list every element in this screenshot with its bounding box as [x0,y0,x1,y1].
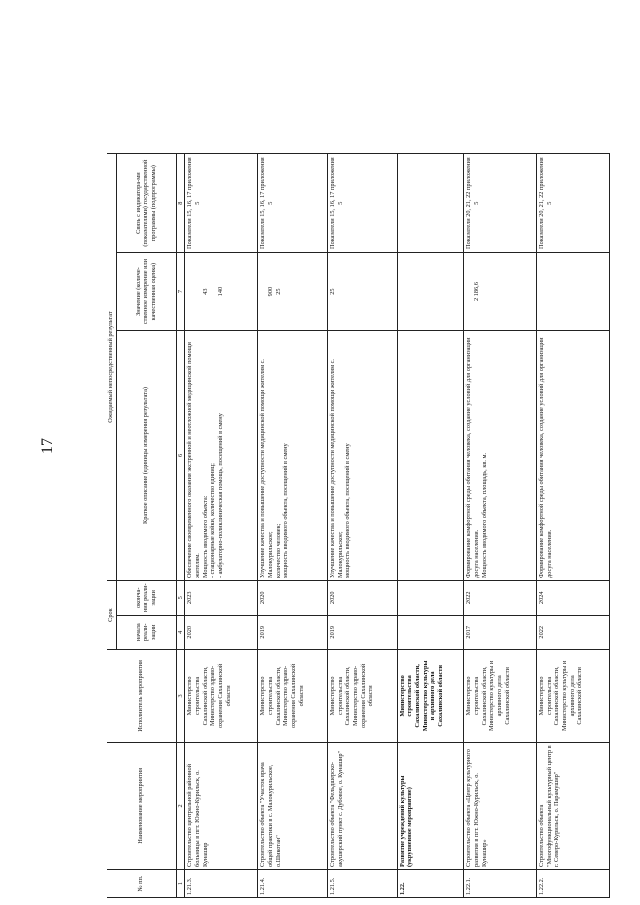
executor-line: строительства [472,676,480,715]
row-number: 1.22.2. [537,869,610,897]
measure-name: Строительство центральной районной больницы в пгт. Южно-Курильск, о. Кунашир [185,742,258,869]
executor-line: Министерство культуры и [561,660,569,731]
executor [464,650,537,743]
indicator-link: Показатели 20, 21, 22 приложения 5 [537,154,610,253]
indicator-link: Показатели 15, 16, 17 приложения 5 [185,154,258,253]
executor-line: Министерство [186,676,194,716]
measure-name: Строительство объекта "Многофункциональный культурный центр в г. Северо-Курильск, о. Парамушир" [537,742,610,869]
table-viewport [107,0,637,905]
description-line: Формирование комфортной среды обитания человека, создание условий для организации досуга населения. [538,337,553,579]
executor-line: Сахалинской области [437,665,445,727]
rotated-table-container [107,153,610,898]
result-description [397,330,464,580]
value-line [194,255,202,328]
header-value: Значение (количе-ственное измерение или качественная оценка) [116,253,176,331]
measure-name: Строительство объекта "Фельдшерско-акушерский пункт с. Дубовое, о. Кунашир" [327,742,397,869]
measures-table [107,153,610,898]
result-description [258,330,328,580]
value-line [465,255,473,328]
value-line [186,255,194,328]
executor-line: Сахалинской области, [480,666,488,726]
executor-line: области [367,685,375,707]
result-value [397,253,464,331]
value-line: 140 [217,286,225,297]
value-line: 25 [274,288,282,295]
executor-line: Министерство [538,676,546,716]
executor-line: охранения Сахалинской [217,663,225,729]
result-description [464,330,537,580]
executor-line: строительства [266,676,274,715]
start-year [397,615,464,650]
executor-line: Сахалинской области, [201,666,209,726]
measure-name: Строительство объекта "Участок врача общей практики в с. Малокурильское, о.Шикотан" [258,742,328,869]
end-year: 2020 [327,581,397,616]
value-line [209,255,217,328]
executor-line: строительства [336,676,344,715]
end-year: 2024 [537,581,610,616]
end-year [397,581,464,616]
table-row [327,154,397,898]
row-number: 1.22.1. [464,869,537,897]
result-value [258,253,328,331]
header-num: № пп. [107,869,176,897]
result-description [327,330,397,580]
executor-line: и архивного дела [429,671,437,721]
page-number: 17 [39,438,56,454]
col-number: 4 [176,615,185,650]
description-line: Обеспечение своевременного оказания экстренной и неотложной медицинской помощи жителям. [186,342,202,579]
executor-line: охранения Сахалинской [289,663,297,729]
executor [258,650,328,743]
end-year: 2022 [464,581,537,616]
start-year: 2017 [464,615,537,650]
executor-line: строительства [406,675,414,717]
executor-line: Сахалинской области, [274,666,282,726]
value-line: 25 [328,288,336,295]
description-line: Мощность вводимого объекта: [201,495,209,579]
col-number: 7 [176,253,185,331]
header-link: Связь с индикатора-ми (показателями) государственной программы (подпрограммы) [116,154,176,253]
executor-line: Министерство [465,676,473,716]
executor-line: Министерство здраво- [282,665,290,726]
executor-line: Сахалинской области [576,667,584,725]
executor [185,650,258,743]
executor-line: Министерство культуры и [488,660,496,731]
table-header [107,154,185,898]
executor-line: Сахалинской области [503,667,511,725]
row-number: 1.21.4. [258,869,328,897]
description-line: мощность вводимого объекта, посещений в смену [282,443,290,579]
executor-line: Министерство здраво- [351,665,359,726]
executor [327,650,397,743]
header-result: Ожидаемый непосредственный результат [107,154,116,581]
description-line: Улучшение качества и повышение доступности медицинской помощи жителям с. Малокурильское; [328,359,344,579]
table-row [537,154,610,898]
executor-line: строительства [194,676,202,715]
executor-line: архивного дела [495,675,503,717]
end-year: 2020 [258,581,328,616]
col-number: 6 [176,330,185,580]
description-line: Улучшение качества и повышение доступности медицинской помощи жителям с. Малокурильское; [259,359,274,579]
indicator-link [397,154,464,253]
result-value [185,253,258,331]
executor-line: Министерство культуры [421,660,429,732]
description-line: Формирование комфортной среды обитания человека, создание условий для организации досуга населения. [465,337,480,579]
col-number: 2 [176,742,185,869]
row-number: 1.21.3. [185,869,258,897]
measure-name: Строительство объекта «Центр культурного развития в пгт. Южно-Курильск, о. Кунашир» [464,742,537,869]
header-end: оконча-ния реали-зации [116,581,176,616]
end-year: 2023 [185,581,258,616]
start-year: 2020 [185,615,258,650]
executor-line: Министерство [259,676,267,716]
header-start: начала реали-зации [116,615,176,650]
executor-line: Министерство здраво- [209,665,217,726]
table-row [185,154,258,898]
start-year: 2019 [327,615,397,650]
value-line: 43 [201,288,209,295]
executor [537,650,610,743]
description-line: Мощность вводимого объекта, площадь, кв. м. [480,452,488,579]
result-value [327,253,397,331]
indicator-link: Показатели 20, 21, 22 приложения 5 [464,154,537,253]
header-name: Наименование мероприятия [107,742,176,869]
indicator-link: Показатели 15, 16, 17 приложения 5 [327,154,397,253]
col-number: 3 [176,650,185,743]
table-row [464,154,537,898]
description-line: - стационарные койки, количество единиц; [209,463,217,579]
result-description [537,330,610,580]
value-line [259,255,267,328]
result-description [185,330,258,580]
description-line: количество человек; [274,523,282,579]
executor-line: архивного дела [568,675,576,717]
header-executor: Исполнитель мероприятия [107,650,176,743]
header-description: Краткое описание (единицы измерения результата) [116,330,176,580]
col-number: 5 [176,581,185,616]
executor [397,650,464,743]
indicator-link: Показатели 15, 16, 17 приложения 5 [258,154,328,253]
description-line: - амбулаторно-поликлиническая помощь, посещений в смену [217,413,225,579]
executor-line: Министерство [398,675,406,717]
table-body [185,154,610,898]
table-row [397,154,464,898]
result-value [537,253,610,331]
column-numbers-row [176,154,185,898]
header-srok: Срок [107,581,116,650]
col-number: 8 [176,154,185,253]
start-year: 2019 [258,615,328,650]
row-number: 1.22. [397,869,464,897]
executor-line: области [297,685,305,707]
start-year: 2022 [537,615,610,650]
executor-line: охранения Сахалинской [359,663,367,729]
measure-name: Развитие учреждений культуры (укрупненное мероприятие) [397,742,464,869]
col-number: 1 [176,869,185,897]
executor-line: Министерство [328,676,336,716]
table-row [258,154,328,898]
executor-line: Сахалинской области, [344,666,352,726]
value-line: 900 [266,286,274,297]
executor-line: строительства [545,676,553,715]
result-value [464,253,537,331]
description-line: мощность вводимого объекта, посещений в смену [344,443,352,579]
executor-line: Сахалинской области, [553,666,561,726]
row-number: 1.21.5. [327,869,397,897]
executor-line: области [224,685,232,707]
value-line: 2 186,6 [472,282,480,302]
executor-line: Сахалинской области, [414,664,421,728]
